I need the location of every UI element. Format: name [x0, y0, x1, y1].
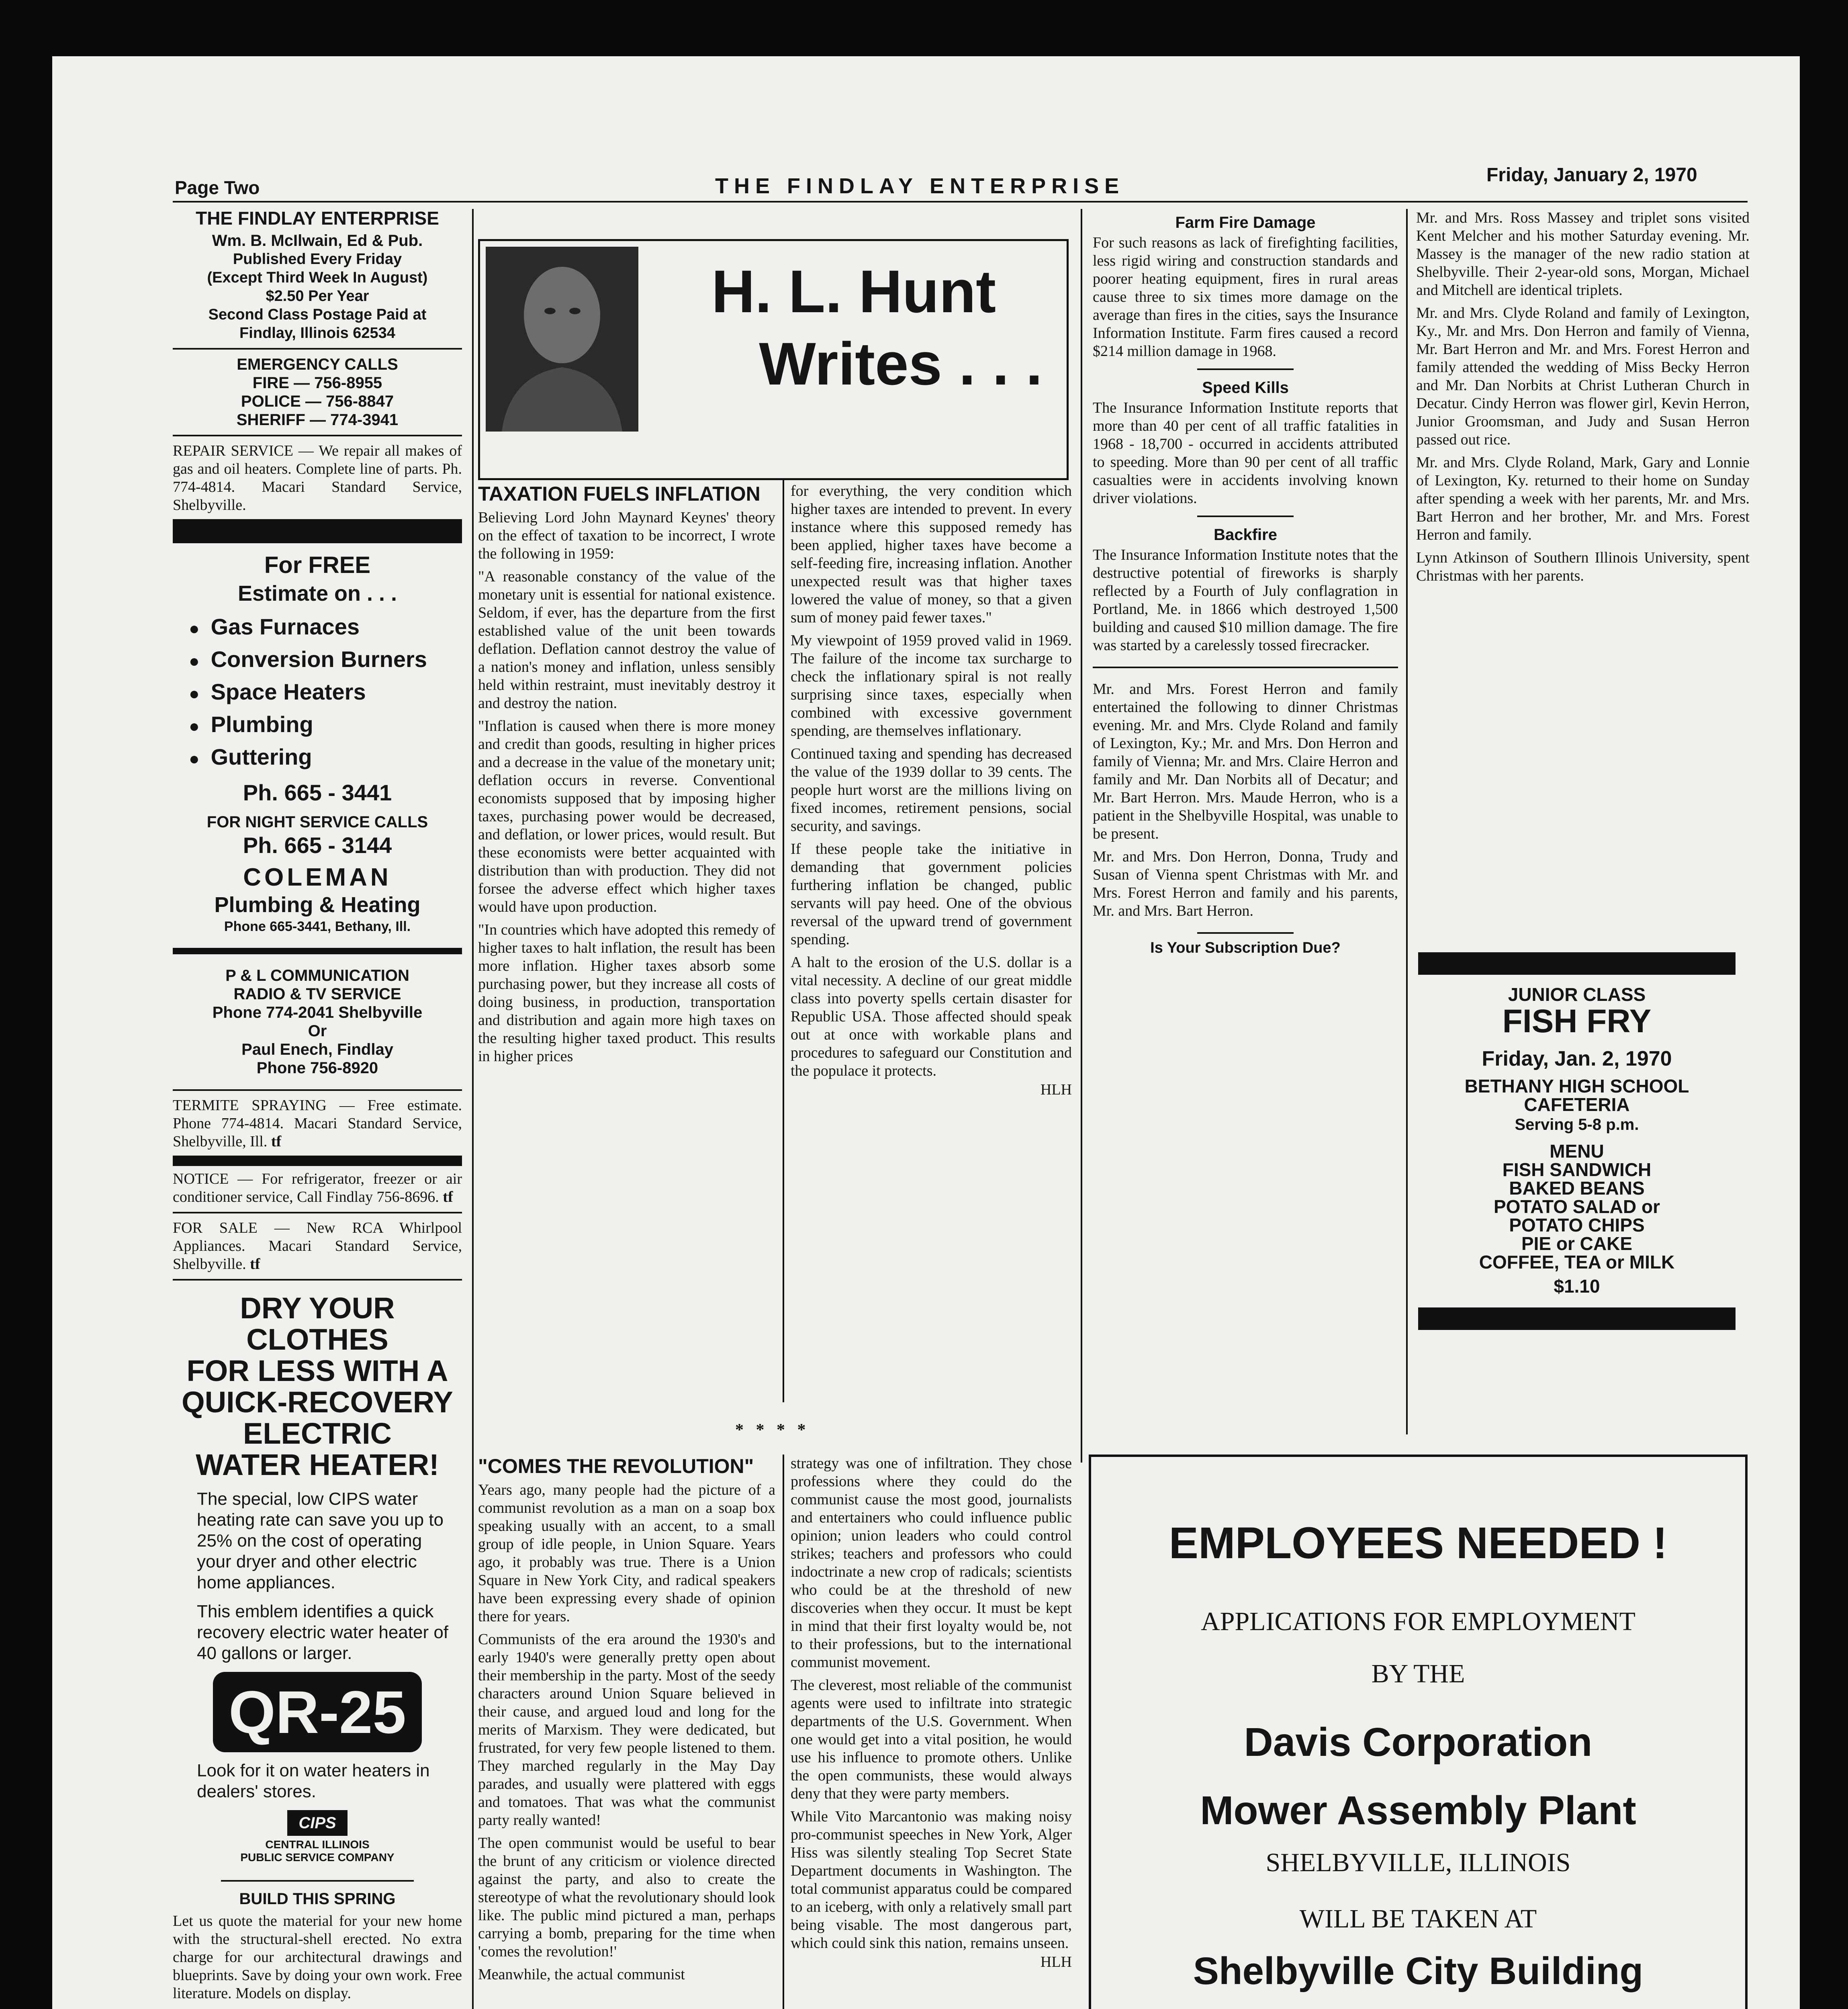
menu-item: COFFEE, TEA or MILK — [1479, 1252, 1675, 1273]
fish-fry-ad — [1406, 952, 1748, 1467]
employees-city: SHELBYVILLE, ILLINOIS — [1265, 1848, 1571, 1877]
column-divider — [783, 478, 784, 1402]
article-paragraph: Mr. and Mrs. Ross Massey and triplet sons visited Kent Melcher and his mother Saturday evening. Mr. Massey is the manager of the new radio station at Shelbyville. Their 2-year-old sons, Morgan, Michael and Mitchell are identical triplets. — [1416, 209, 1750, 299]
left-column — [173, 209, 462, 2009]
article-signature: HLH — [1040, 1081, 1072, 1098]
pl-line: Or — [308, 1022, 327, 1040]
masthead-title: THE FINDLAY ENTERPRISE — [196, 208, 439, 229]
article-paragraph: My viewpoint of 1959 proved valid in 1969. The failure of the income tax surcharge to check the inflationary spiral is not really surprising since taxes, especially when combined with excessive government spending, are themselves inflationary. — [791, 632, 1072, 739]
revolution-title: "COMES THE REVOLUTION" — [478, 1455, 754, 1477]
employees-line: APPLICATIONS FOR EMPLOYMENT — [1201, 1607, 1635, 1636]
masthead-price: $2.50 Per Year — [266, 288, 369, 305]
cips-headline: FOR LESS WITH A — [186, 1354, 448, 1387]
issue-date: Friday, January 2, 1970 — [1486, 164, 1697, 186]
hunt-header-box — [478, 239, 1069, 480]
menu-item: FISH SANDWICH — [1502, 1159, 1652, 1180]
subscription-reminder: Is Your Subscription Due? — [1150, 939, 1341, 956]
article-paragraph: A halt to the erosion of the U.S. dollar is a vital necessity. A decline of our great middle class into poverty spells certain disaster for Republic USA. Those affected should speak out at once with workable plans and procedures to safeguard our Constitution and the populace it protects. — [791, 954, 1072, 1079]
cips-ad — [173, 1293, 462, 1864]
notice-classified: NOTICE — For refrigerator, freezer or air conditioner service, Call Findlay 756-8696. tf — [173, 1170, 462, 1205]
coleman-address: Phone 665-3441, Bethany, Ill. — [224, 919, 411, 934]
taxation-right — [791, 482, 1072, 1099]
article-paragraph: strategy was one of infiltration. They chose professions where they could do the communist cause the most good, journalists and entertainers who could influence public opinion; union leaders who could control strikes; teachers and professors who could indoctrinate a new crop of radicals; scientists who could be at the threshold of new discoveries when they occur. It must be kept in mind that their first loyalty would be, not to their professions, but to the international communist movement. — [791, 1455, 1072, 1671]
coleman-night-phone: Ph. 665 - 3144 — [243, 833, 392, 858]
hunt-title: H. L. Hunt — [711, 258, 996, 325]
fish-fry-title: FISH FRY — [1502, 1003, 1652, 1039]
employees-line: BY THE — [1371, 1659, 1465, 1688]
article-paragraph: If these people take the initiative in demanding that government policies furthering inflation be changed, public servants will pay heed. One of the obvious reversal of the upward trend of government spending. — [791, 841, 1072, 948]
article-paragraph: "In countries which have adopted this remedy of higher taxes to halt inflation, the result has been more inflation. Higher taxes absorb some purchasing power, but they increase all costs of doing business, in production, transportation and distribution and again more high taxes on the resulting higher taxed product. This results in higher prices — [478, 921, 775, 1065]
emergency-sheriff: SHERIFF — 774-3941 — [236, 411, 399, 429]
ibc-title: BUILD THIS SPRING — [239, 1890, 396, 1908]
coleman-sub: Plumbing & Heating — [214, 893, 421, 917]
cips-headline: ELECTRIC — [243, 1417, 392, 1450]
masthead-place: Findlay, Illinois 62534 — [239, 325, 395, 342]
backfire-title: Backfire — [1214, 526, 1277, 544]
farm-title: Farm Fire Damage — [1175, 214, 1316, 231]
fish-fry-cafeteria: CAFETERIA — [1524, 1094, 1630, 1115]
article-paragraph: The Insurance Information Institute reports that more than 40 per cent of all traffic fatalities in 1968 - 18,700 - occurred in accidents attributed to speeding. More than 90 per cent of all traffic casualties were in accidents involving known driver violations. — [1093, 399, 1398, 507]
ad-bar — [173, 519, 462, 543]
masthead-publisher: Wm. B. McIlwain, Ed & Pub. — [212, 232, 423, 250]
article-paragraph: The open communist would be useful to bear the brunt of any criticism or violence directed against the party, and also to create the stereotype of what the revolutionary should look like. The public mind pictured a man, perhaps carrying a bomb, preparing for the time when 'comes the revolution!' — [478, 1835, 775, 1960]
cips-text: Look for it on water heaters in dealers' stores. — [197, 1761, 430, 1801]
emergency-fire: FIRE — 756-8955 — [252, 374, 382, 392]
taxation-left — [478, 482, 775, 1070]
hunt-title-2: Writes . . . — [759, 330, 1043, 397]
masthead-except: (Except Third Week In August) — [207, 269, 428, 286]
revolution-left — [478, 1455, 775, 1989]
repair-classified: REPAIR SERVICE — We repair all makes of gas and oil heaters. Complete line of parts. Ph. 774-4814. Macari Standard Service, Shelbyville. — [173, 442, 462, 514]
forsale-classified: FOR SALE — New RCA Whirlpool Appliances. Macari Standard Service, Shelbyville. tf — [173, 1219, 462, 1273]
cips-headline: QUICK-RECOVERY — [182, 1385, 453, 1419]
article-paragraph: Mr. and Mrs. Forest Herron and family entertained the following to dinner Christmas evening. Mr. and Mrs. Clyde Roland and family of Lexington, Ky.; Mr. and Mrs. Don Herron and family of Vienna; Mr. and Mrs. Claire Herron and family and Mr. Dan Norbits all of Decatur; and Mr. Bart Herron. Mrs. Maude Herron, who is a patient in the Shelbyville Hospital, was unable to be present. — [1093, 681, 1398, 842]
cips-logo: CIPS — [287, 1810, 348, 1836]
cips-company: PUBLIC SERVICE COMPANY — [240, 1851, 395, 1864]
ad-bar — [173, 948, 462, 954]
list-item: ● Plumbing — [189, 709, 462, 742]
article-paragraph: For such reasons as lack of firefighting facilities, less rigid wiring and construction standards and poorer heating equipment, fires in rural areas cause three to six times more damage on the average than fires in the cities, says the Insurance Information Institute. Farm fires caused a record $214 million damage in 1968. — [1093, 234, 1398, 360]
employees-title: EMPLOYEES NEEDED ! — [1169, 1518, 1668, 1568]
fish-fry-school: BETHANY HIGH SCHOOL — [1464, 1076, 1689, 1097]
article-signature: HLH — [1040, 1954, 1072, 1970]
article-paragraph: Mr. and Mrs. Clyde Roland and family of Lexington, Ky., Mr. and Mrs. Don Herron and family of Vienna, Mr. Bart Herron and Mr. and Mrs. Forest Herron and family attended the wedding of Miss Becky Herron and Mr. Dan Norbits at Christ Lutheran Church in Decatur. Cindy Herron was flower girl, Kevin Herron, Junior Groomsman, and Judy and Susan Herron passed out rice. — [1416, 305, 1750, 448]
article-paragraph: "A reasonable constancy of the value of the monetary unit is essential for national existence. Seldom, if ever, has the departure from the first established value of the unit been towards deflation. Deflation cannot destroy the value of a nation's money and inflation, unless sensibly held within restraint, must inevitably destroy it and destroy the nation. — [478, 568, 775, 712]
cips-headline: WATER HEATER! — [196, 1448, 439, 1481]
list-item: ● Guttering — [189, 742, 462, 774]
fish-fry-date: Friday, Jan. 2, 1970 — [1482, 1047, 1672, 1070]
article-paragraph: The Insurance Information Institute notes that the destructive potential of fireworks is sharply reflected by a Fourth of July conflagration in Portland, Me. in 1866 which destroyed 1,500 building and caused $10 million damage. The fire was started by a carelessly tossed firecracker. — [1093, 546, 1398, 654]
cips-company: CENTRAL ILLINOIS — [265, 1838, 370, 1851]
termite-classified: TERMITE SPRAYING — Free estimate. Phone 774-4814. Macari Standard Service, Shelbyville, Ill. tf — [173, 1097, 462, 1150]
article-paragraph: Continued taxing and spending has decreased the value of the 1939 dollar to 39 cents. The people hurt worst are the millions living on fixed incomes, retirement pensions, social security, and savings. — [791, 745, 1072, 835]
menu-item: POTATO SALAD or — [1494, 1196, 1660, 1217]
qr25-emblem: QR-25 — [213, 1672, 422, 1752]
coleman-phone: Ph. 665 - 3441 — [243, 780, 392, 805]
column-divider — [472, 209, 474, 2009]
coleman-night: FOR NIGHT SERVICE CALLS — [206, 813, 428, 831]
insurance-column — [1093, 209, 1398, 957]
menu-item: POTATO CHIPS — [1509, 1215, 1645, 1236]
page-number: Page Two — [175, 177, 260, 198]
section-stars: * * * * — [735, 1421, 810, 1439]
employees-needed-ad — [1089, 1455, 1748, 2009]
pl-line: P & L COMMUNICATION — [225, 967, 409, 984]
hunt-portrait — [486, 247, 638, 432]
coleman-list — [173, 612, 462, 774]
article-paragraph: Years ago, many people had the picture of a communist revolution as a man on a soap box speaking usually with an accent, to a small group of idle people, in Union Square. Years ago, it probably was true. There is a Union Square in New York City, and radical speakers have been expressing every shade of opinion there for years. — [478, 1481, 775, 1625]
ad-bar — [173, 1156, 462, 1166]
coleman-name: COLEMAN — [243, 863, 392, 891]
ibc-body: Let us quote the material for your new home with the structural-shell erected. No extra charge for our architectural drawings and blueprints. Save by doing your own work. Free literature. Models on display. — [173, 1913, 462, 2002]
employees-plant: Mower Assembly Plant — [1200, 1788, 1636, 1833]
masthead-postage: Second Class Postage Paid at — [208, 306, 427, 323]
pl-line: Paul Enech, Findlay — [241, 1041, 393, 1058]
revolution-right — [791, 1455, 1072, 1971]
article-paragraph: The cleverest, most reliable of the communist agents were used to infiltrate into strategic departments of the U.S. Government. When one would get into a vital position, he would use his influence to promote others. Unlike the open communists, these would always deny that they were party members. — [791, 1677, 1072, 1802]
article-paragraph: Believing Lord John Maynard Keynes' theory on the effect of taxation to be incorrect, I wrote the following in 1959: — [478, 509, 775, 562]
header-rule — [173, 201, 1748, 203]
coleman-free: For FREE — [264, 552, 371, 578]
pl-line: Phone 774-2041 Shelbyville — [212, 1004, 423, 1021]
article-paragraph: Mr. and Mrs. Don Herron, Donna, Trudy and Susan of Vienna spent Christmas with Mr. and Mrs. Forest Herron and family and his parents, Mr. and Mrs. Bart Herron. — [1093, 848, 1398, 919]
social-column — [1416, 209, 1750, 590]
menu-item: PIE or CAKE — [1521, 1233, 1633, 1254]
fish-fry-menu: MENU — [1550, 1141, 1604, 1162]
newspaper-page — [52, 56, 1800, 2009]
masthead-published: Published Every Friday — [233, 251, 402, 268]
fish-fry-price: $1.10 — [1554, 1276, 1600, 1297]
article-paragraph: for everything, the very condition which higher taxes are intended to prevent. In every instance where this supposed remedy has been applied, higher taxes have become a self-feeding fire, increasing inflation. Another unexpected result was that higher taxes lowered the value of money, so that a given sum of money paid fewer taxes." — [791, 483, 1072, 626]
cips-text: This emblem identifies a quick recovery electric water heater of 40 gallons or larger. — [197, 1602, 449, 1663]
list-item: ● Conversion Burners — [189, 644, 462, 677]
article-paragraph: Mr. and Mrs. Clyde Roland, Mark, Gary and Lonnie of Lexington, Ky. returned to their home on Sunday after spending a week with her parents, Mr. and Mrs. Bart Herron and her brother, Mr. and Mrs. Forest Herron and family. — [1416, 454, 1750, 543]
menu-item: BAKED BEANS — [1509, 1178, 1645, 1199]
column-divider — [783, 1455, 784, 2009]
employees-corp: Davis Corporation — [1244, 1720, 1592, 1765]
cips-text: The special, low CIPS water heating rate can save you up to 25% on the cost of operating your dryer and other electric home appliances. — [197, 1489, 444, 1592]
article-paragraph: Lynn Atkinson of Southern Illinois University, spent Christmas with her parents. — [1416, 549, 1750, 584]
speed-title: Speed Kills — [1202, 379, 1289, 397]
list-item: ● Space Heaters — [189, 677, 462, 709]
fish-fry-line: JUNIOR CLASS — [1508, 984, 1646, 1005]
fish-fry-serving: Serving 5-8 p.m. — [1515, 1116, 1639, 1133]
paper-name: THE FINDLAY ENTERPRISE — [715, 174, 1125, 198]
cips-headline: DRY YOUR CLOTHES — [240, 1291, 395, 1356]
article-paragraph: Meanwhile, the actual communist — [478, 1966, 685, 1983]
employees-building: Shelbyville City Building — [1193, 1950, 1644, 1993]
pl-line: Phone 756-8920 — [256, 1059, 378, 1077]
employees-line: WILL BE TAKEN AT — [1299, 1904, 1537, 1933]
list-item: ● Gas Furnaces — [189, 612, 462, 644]
column-divider — [1081, 209, 1082, 1463]
pl-line: RADIO & TV SERVICE — [233, 985, 401, 1003]
coleman-estimate: Estimate on . . . — [237, 581, 397, 606]
emergency-police: POLICE — 756-8847 — [241, 393, 394, 410]
taxation-title: TAXATION FUELS INFLATION — [478, 483, 760, 505]
article-paragraph: While Vito Marcantonio was making noisy pro-communist speeches in New York, Alger Hiss was silently stealing Top Secret State Department documents in Washington. The total communist apparatus could be compared to an iceberg, with only a relatively small part being visable. The most dangerous part, which could sink this nation, remains unseen. — [791, 1808, 1072, 1952]
article-paragraph: "Inflation is caused when there is more money and credit than goods, resulting in higher prices and a decrease in the value of the monetary unit; deflation occurs in reverse. Conventional economists supposed that by imposing higher taxes, purchasing power would be decreased, and deflation, or lower prices, would result. But these economists were better acquainted with distribution than with production. They did not forsee the adverse effect which higher taxes would have upon production. — [478, 718, 775, 915]
emergency-title: EMERGENCY CALLS — [237, 356, 398, 373]
article-paragraph: Communists of the era around the 1930's and early 1940's were generally pretty open about their membership in the party. Most of the seedy characters around Union Square believed in their cause, and argued loud and long for the merits of Marxism. They were dedicated, but frustrated, for very few people listened to them. They marched regularly in the May Day parades, and usually were plattered with eggs and tomatoes. That was what the communist party really wanted! — [478, 1631, 775, 1829]
